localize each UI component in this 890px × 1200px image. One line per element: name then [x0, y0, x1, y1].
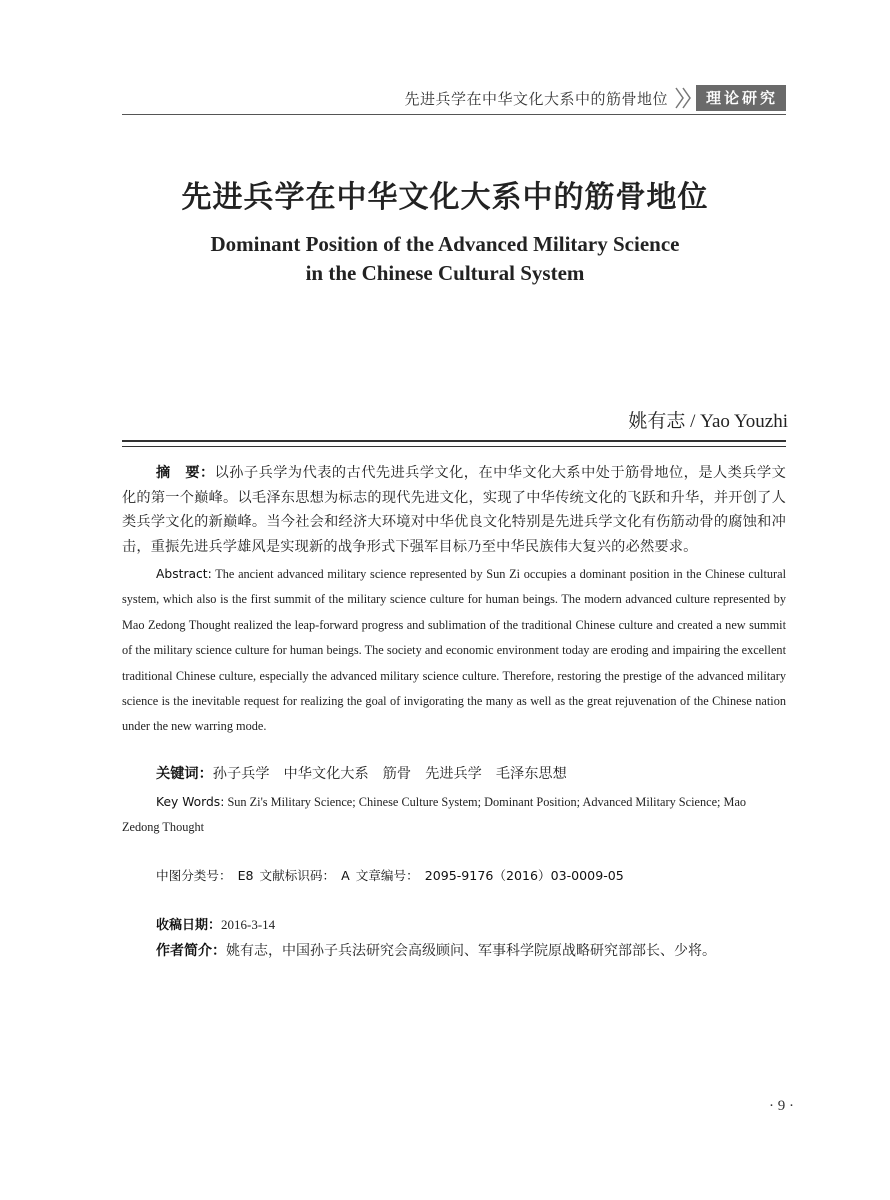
running-header	[404, 84, 786, 112]
article-title-zh: 先进兵学在中华文化大系中的筋骨地位	[181, 180, 709, 215]
running-title: 先进兵学在中华文化大系中的筋骨地位	[404, 89, 668, 108]
classification-line	[122, 866, 786, 886]
section-tag: 理论研究	[696, 85, 786, 111]
clc-value: E8	[237, 868, 254, 883]
keyword-zh-item: 筋骨	[382, 766, 412, 782]
clc-label: 中图分类号：	[156, 868, 232, 883]
doc-code-label: 文献标识码：	[259, 868, 336, 883]
abstract-zh-label: 摘 要：	[156, 465, 215, 481]
author-rule-thick	[122, 440, 786, 442]
doc-code-value: A	[341, 868, 350, 883]
received-value: 2016-3-14	[221, 917, 276, 932]
abstract-zh	[122, 461, 786, 560]
author-bio-label: 作者简介：	[156, 943, 226, 959]
article-title-en	[0, 230, 890, 288]
keywords-zh	[122, 764, 786, 784]
header-rule	[122, 114, 786, 115]
article-title-en-line1: Dominant Position of the Advanced Military Science	[210, 232, 680, 256]
keyword-zh-item: 孙子兵学	[212, 766, 270, 782]
abstract-en	[122, 562, 786, 740]
author-byline: 姚有志 / Yao Youzhi	[628, 411, 788, 432]
author-bio	[122, 940, 786, 962]
keyword-zh-item: 先进兵学	[425, 766, 482, 782]
article-title-en-line2: in the Chinese Cultural System	[305, 261, 585, 285]
page-number: · 9 ·	[769, 1098, 794, 1114]
abstract-en-text: The ancient advanced military science represented by Sun Zi occupies a dominant position in the Chinese cultural system, which also is the first summit of the military science culture for human beings. The modern advanced culture represented by Mao Zedong Thought realized the leap-forward progress and sublimation of the traditional Chinese culture and created a new summit of the military science culture for human beings. The society and economic environment today are eroding and impairing the excellent traditional Chinese culture, especially the advanced military science culture. Therefore, restoring the prestige of the advanced military science is the inevitable request for realizing the goal of invigorating the many as well as the great rejuvenation of the Chinese nation under the new warring mode.	[122, 567, 786, 734]
abstract-zh-text: 以孙子兵学为代表的古代先进兵学文化，在中华文化大系中处于筋骨地位，是人类兵学文化的第一个巅峰。以毛泽东思想为标志的现代先进文化，实现了中华传统文化的飞跃和升华，并开创了人类兵学文化的新巅峰。当今社会和经济大环境对中华优良文化特别是先进兵学文化有伤筋动骨的腐蚀和冲击，重振先进兵学雄风是实现新的战争形式下强军目标乃至中华民族伟大复兴的必然要求。	[122, 465, 786, 556]
author-bio-value: 姚有志，中国孙子兵法研究会高级顾问、军事科学院原战略研究部部长、少将。	[226, 943, 716, 959]
keywords-en-text: Sun Zi's Military Science; Chinese Culture System; Dominant Position; Advanced Military Science; Mao Zedong Thought	[122, 795, 747, 834]
article-no-value: 2095-9176（2016）03-0009-05	[424, 868, 624, 883]
keywords-en	[122, 790, 786, 840]
received-label: 收稿日期：	[156, 918, 222, 933]
abstract-en-label: Abstract:	[156, 567, 212, 581]
double-chevron-right-icon	[674, 86, 694, 110]
received-date	[122, 915, 786, 936]
keywords-en-label: Key Words:	[156, 795, 225, 809]
article-no-label: 文章编号：	[355, 868, 419, 883]
keyword-zh-item: 毛泽东思想	[495, 766, 567, 782]
author-rule-thin	[122, 446, 786, 447]
keywords-zh-label: 关键词：	[156, 766, 213, 782]
keyword-zh-item: 中华文化大系	[283, 766, 369, 782]
